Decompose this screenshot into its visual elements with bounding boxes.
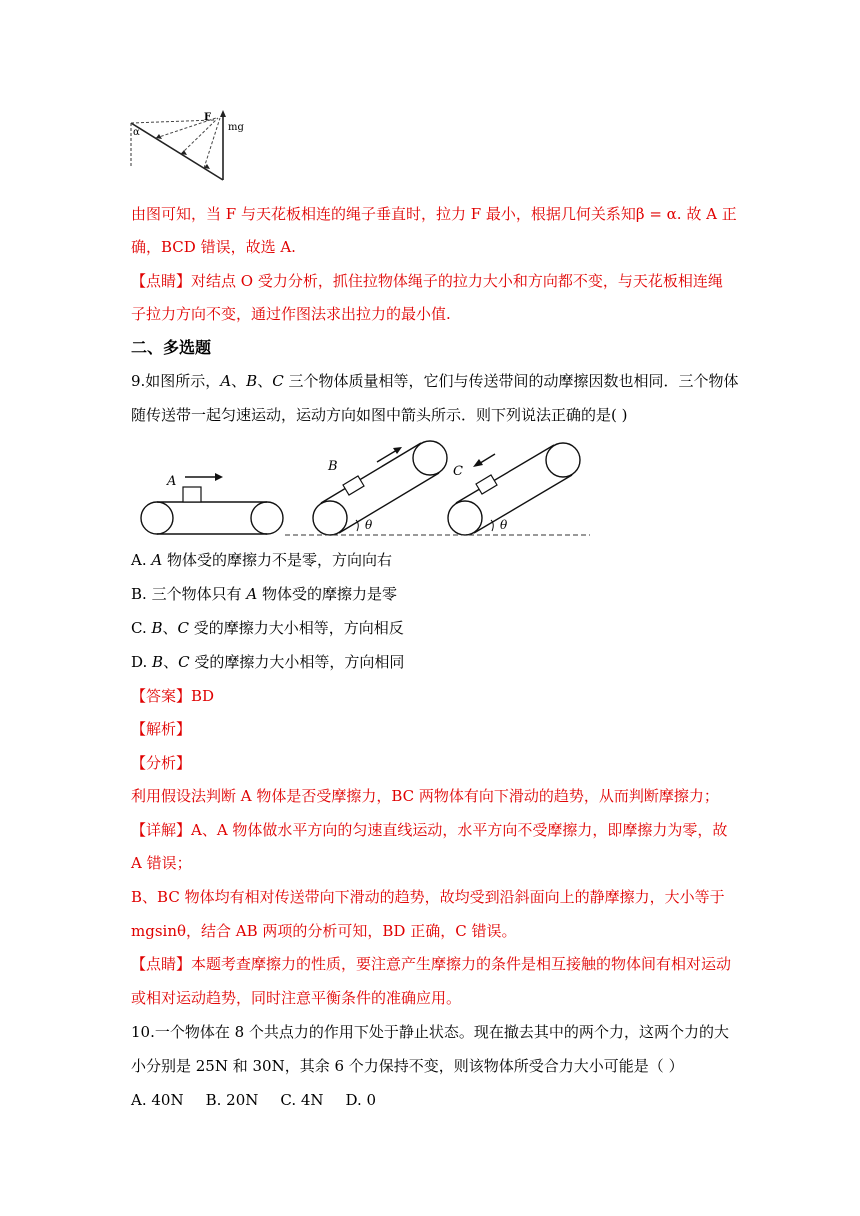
q10-stem-line1: 10.一个物体在 8 个共点力的作用下处于静止状态。现在撤去其中的两个力，这两个力的大 [131,1023,729,1041]
q9-option-a: A. A 物体受的摩擦力不是零，方向向右 [131,551,392,569]
q9-xiangjie-line2: A 错误； [131,854,192,872]
theta-label-B: θ [365,518,373,532]
label-B: B [328,459,338,474]
q9-dianjing-line1: 【点睛】本题考查摩擦力的性质，要注意产生摩擦力的条件是相互接触的物体间有相对运动 [131,955,732,973]
q9-option-c: C. B、C 受的摩擦力大小相等，方向相反 [131,619,404,637]
q10-options [131,1089,376,1111]
q9-xiangjie-line3: B、BC 物体均有相对传送带向下滑动的趋势，故均受到沿斜面向上的静摩擦力，大小等于 [131,888,725,906]
q9-fenxi: 【分析】 [131,754,192,772]
q9-xiangjie-line1: 【详解】A、A 物体做水平方向的匀速直线运动，水平方向不受摩擦力，即摩擦力为零，故 [131,821,728,839]
alpha-label: α [133,127,140,138]
q9-option-b: B. 三个物体只有 A 物体受的摩擦力是零 [131,585,397,603]
q10-option-c: C. 4N [280,1091,324,1109]
label-C: C [453,464,463,479]
q9-stem-line1: 9.如图所示，A、B、C 三个物体质量相等，它们与传送带间的动摩擦因数也相同．三个物体 [131,372,739,390]
q9-option-d: D. B、C 受的摩擦力大小相等，方向相同 [131,653,405,671]
force-triangle-figure [126,108,256,188]
label-A: A [167,474,177,489]
q9-dianjing-line2: 或相对运动趋势，同时注意平衡条件的准确应用。 [131,989,462,1007]
q10-option-b: B. 20N [205,1091,259,1109]
q9-stem-line2: 随传送带一起匀速运动，运动方向如图中箭头所示．则下列说法正确的是( ) [131,406,628,424]
q9-answer: 【答案】BD [131,687,215,705]
fig8-dianjing-line1: 【点睛】对结点 O 受力分析，抓住拉物体绳子的拉力大小和方向都不变，与天花板相连绳 [131,272,723,290]
fig8-explanation-line2: 确，BCD 错误，故选 A. [131,238,296,256]
q10-option-d: D. 0 [345,1091,377,1109]
mg-label: mg [228,122,244,133]
section-title: 二、多选题 [131,338,212,357]
conveyor-belts-figure [135,440,595,540]
q9-fenxi-text: 利用假设法判断 A 物体是否受摩擦力，BC 两物体有向下滑动的趋势，从而判断摩擦力； [131,787,719,805]
theta-label-C: θ [500,518,508,532]
q10-stem-line2: 小分别是 25N 和 30N，其余 6 个力保持不变，则该物体所受合力大小可能是（ ） [131,1057,684,1075]
force-F-label: F [204,112,212,123]
q9-jiexi: 【解析】 [131,720,192,738]
q9-xiangjie-line4: mgsinθ，结合 AB 两项的分析可知，BD 正确，C 错误。 [131,922,517,940]
q10-option-a: A. 40N [131,1091,184,1109]
fig8-dianjing-line2: 子拉力方向不变，通过作图法求出拉力的最小值. [131,305,451,323]
fig8-explanation-line1: 由图可知，当 F 与天花板相连的绳子垂直时，拉力 F 最小，根据几何关系知β = α. 故 A 正 [131,205,737,223]
